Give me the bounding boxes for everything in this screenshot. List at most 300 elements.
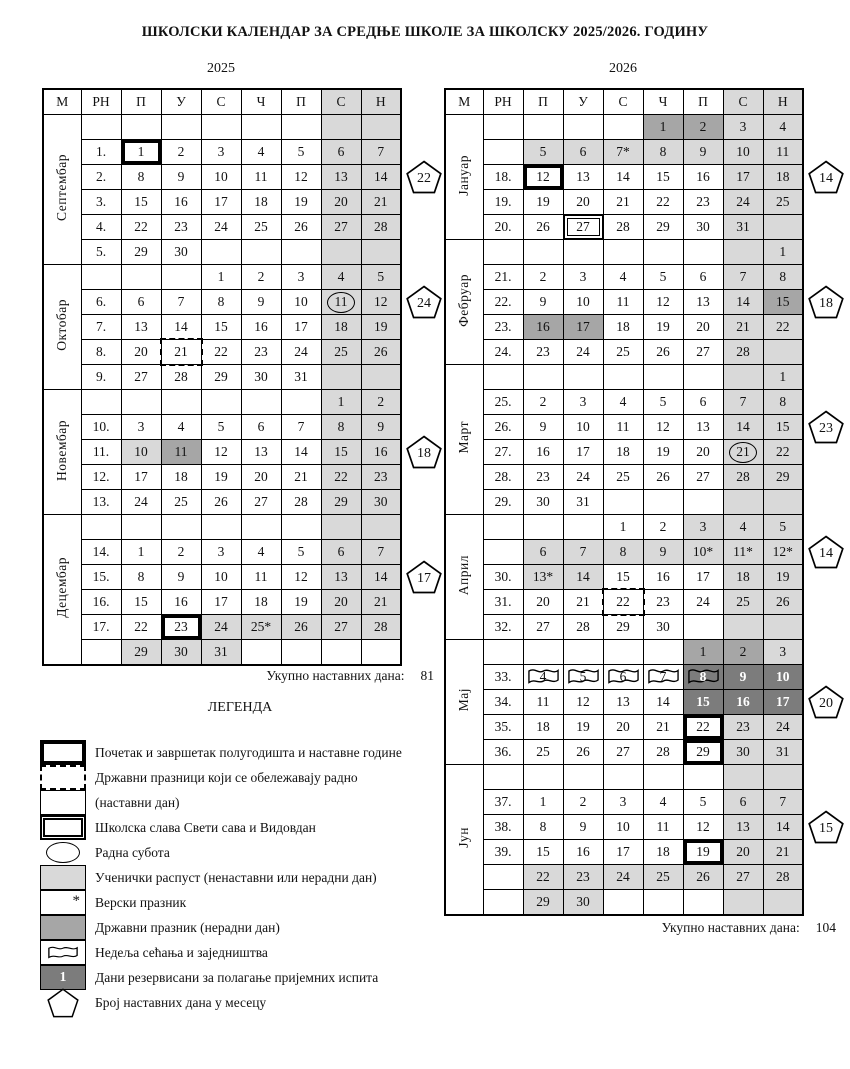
day-cell: 8 <box>643 140 683 165</box>
day-cell: 25 <box>763 190 803 215</box>
day-cell: 6 <box>321 140 361 165</box>
day-cell: 2 <box>241 265 281 290</box>
day-cell: 21 <box>563 590 603 615</box>
empty-cell <box>603 240 643 265</box>
month-label-text: Март <box>456 421 472 454</box>
year-label-2026: 2026 <box>609 61 637 76</box>
day-cell: 16 <box>563 840 603 865</box>
day-cell: 7 <box>281 415 321 440</box>
day-cell: 3 <box>603 790 643 815</box>
day-cell: 17 <box>563 315 603 340</box>
legend-item <box>40 965 460 990</box>
svg-text:18: 18 <box>819 295 833 311</box>
calendar-row <box>445 340 803 365</box>
legend-label: Број наставних дана у месецу <box>95 994 267 1010</box>
day-cell: 23 <box>361 465 401 490</box>
day-cell: 11 <box>523 690 563 715</box>
legend-item <box>40 865 460 890</box>
calendar-row <box>43 615 401 640</box>
calendar-row <box>445 140 803 165</box>
day-cell: 28 <box>643 740 683 765</box>
week-number: 11. <box>81 440 121 465</box>
day-cell: 31 <box>563 490 603 515</box>
column-header: У <box>563 89 603 115</box>
empty-cell <box>241 390 281 415</box>
legend-swatch-dashed-icon <box>40 765 86 790</box>
day-cell: 30 <box>161 240 201 265</box>
day-cell: 30 <box>723 740 763 765</box>
day-cell: 5 <box>361 265 401 290</box>
day-cell: 31 <box>723 215 763 240</box>
calendar-table-2026 <box>444 88 804 916</box>
day-cell: 19 <box>643 315 683 340</box>
day-cell: 22 <box>321 465 361 490</box>
week-number: 19. <box>483 190 523 215</box>
month-label <box>445 115 483 240</box>
empty-cell <box>643 365 683 390</box>
week-number: 21. <box>483 265 523 290</box>
week-number: 12. <box>81 465 121 490</box>
month-label <box>445 515 483 640</box>
week-number: 16. <box>81 590 121 615</box>
week-number: 36. <box>483 740 523 765</box>
day-cell: 28 <box>763 865 803 890</box>
day-cell: 14 <box>723 415 763 440</box>
day-cell: 13 <box>563 165 603 190</box>
day-cell: 27 <box>723 865 763 890</box>
day-cell: 2 <box>523 390 563 415</box>
empty-cell <box>603 490 643 515</box>
week-number <box>483 890 523 916</box>
day-cell <box>563 665 603 690</box>
month-label-text: Октобар <box>54 299 70 351</box>
working-holiday-dashed-box <box>160 338 203 366</box>
month-label <box>43 390 81 515</box>
day-cell: 19 <box>523 190 563 215</box>
day-cell: 30 <box>361 490 401 515</box>
legend-label: Радна субота <box>95 844 170 860</box>
day-cell: 12 <box>563 690 603 715</box>
day-cell: 29 <box>321 490 361 515</box>
day-cell: 5 <box>683 790 723 815</box>
empty-cell <box>121 265 161 290</box>
day-cell: 18 <box>161 465 201 490</box>
day-cell: 18 <box>763 165 803 190</box>
empty-cell <box>361 515 401 540</box>
week-number <box>483 865 523 890</box>
calendar-row <box>445 665 803 690</box>
empty-cell <box>643 765 683 790</box>
week-number <box>81 515 121 540</box>
empty-cell <box>603 640 643 665</box>
day-cell: 1 <box>201 265 241 290</box>
day-cell: 13 <box>723 815 763 840</box>
column-header: РН <box>81 89 121 115</box>
legend-item <box>40 790 460 815</box>
day-cell: 3 <box>563 265 603 290</box>
day-cell: 23 <box>523 340 563 365</box>
teaching-days-count-badge <box>406 560 442 594</box>
calendar-row <box>445 840 803 865</box>
calendar-row <box>445 640 803 665</box>
day-cell: 22 <box>603 590 643 615</box>
day-cell: 3 <box>281 265 321 290</box>
day-cell: 20 <box>563 190 603 215</box>
day-cell: 29 <box>523 890 563 916</box>
day-cell: 29 <box>201 365 241 390</box>
day-cell: 14 <box>643 690 683 715</box>
day-cell: 1 <box>321 390 361 415</box>
legend-label: Школска слава Свети сава и Видовдан <box>95 819 316 835</box>
day-cell: 13 <box>241 440 281 465</box>
svg-text:17: 17 <box>417 570 431 586</box>
column-header: Ч <box>241 89 281 115</box>
day-cell: 30 <box>643 615 683 640</box>
day-cell: 22 <box>121 615 161 640</box>
calendar-row <box>43 640 401 666</box>
day-cell: 6 <box>683 390 723 415</box>
day-cell: 14 <box>361 565 401 590</box>
calendar-row <box>43 390 401 415</box>
calendar-row <box>445 365 803 390</box>
day-cell: 31 <box>763 740 803 765</box>
legend-item <box>40 740 460 765</box>
day-cell: 3 <box>763 640 803 665</box>
day-cell: 20 <box>723 840 763 865</box>
day-cell: 26 <box>683 865 723 890</box>
empty-cell <box>523 115 563 140</box>
column-header: П <box>281 89 321 115</box>
empty-cell <box>723 615 763 640</box>
day-cell: 5 <box>201 415 241 440</box>
day-cell: 11 <box>241 165 281 190</box>
day-cell: 17 <box>281 315 321 340</box>
week-number: 6. <box>81 290 121 315</box>
week-number <box>483 640 523 665</box>
day-cell: 27 <box>683 340 723 365</box>
day-cell: 23 <box>161 215 201 240</box>
day-cell: 27 <box>121 365 161 390</box>
week-number: 31. <box>483 590 523 615</box>
day-cell <box>321 290 361 315</box>
day-cell: 8 <box>603 540 643 565</box>
calendar-row <box>43 365 401 390</box>
calendar-row <box>445 590 803 615</box>
empty-cell <box>523 515 563 540</box>
calendar-row <box>43 215 401 240</box>
week-number: 14. <box>81 540 121 565</box>
day-cell: 7 <box>723 390 763 415</box>
empty-cell <box>643 240 683 265</box>
day-cell: 20 <box>523 590 563 615</box>
day-cell: 12 <box>281 165 321 190</box>
week-number: 38. <box>483 815 523 840</box>
empty-cell <box>161 390 201 415</box>
day-cell: 3 <box>723 115 763 140</box>
empty-cell <box>643 640 683 665</box>
day-cell: 15 <box>763 415 803 440</box>
legend-swatch-double-icon <box>40 815 86 840</box>
day-cell: 14 <box>763 815 803 840</box>
legend-label: Државни празник (нерадни дан) <box>95 919 280 935</box>
svg-text:24: 24 <box>417 295 431 311</box>
empty-cell <box>201 115 241 140</box>
day-cell: 13 <box>683 290 723 315</box>
day-cell: 9 <box>161 565 201 590</box>
day-cell: 17 <box>563 440 603 465</box>
week-number: 20. <box>483 215 523 240</box>
legend-item <box>40 990 460 1015</box>
calendar-row <box>445 815 803 840</box>
day-cell <box>603 665 643 690</box>
day-cell: 4 <box>723 515 763 540</box>
day-cell: 1 <box>763 240 803 265</box>
remembrance-week-flag-icon: 6 <box>607 667 640 687</box>
empty-cell <box>723 890 763 916</box>
day-cell: 16 <box>241 315 281 340</box>
day-cell: 28 <box>161 365 201 390</box>
week-number: 26. <box>483 415 523 440</box>
day-cell: 19 <box>763 565 803 590</box>
calendar-row <box>43 290 401 315</box>
calendar-row <box>445 790 803 815</box>
calendar-row <box>43 115 401 140</box>
month-label-text: Мај <box>456 688 472 712</box>
week-number <box>483 240 523 265</box>
day-cell: 13 <box>683 415 723 440</box>
day-cell: 15 <box>121 590 161 615</box>
legend-swatch-thick-icon <box>40 740 86 765</box>
legend-title: ЛЕГЕНДА <box>207 700 273 715</box>
empty-cell <box>321 240 361 265</box>
week-number: 37. <box>483 790 523 815</box>
teaching-days-count-badge <box>406 285 442 319</box>
day-cell: 15 <box>643 165 683 190</box>
calendar-row <box>445 440 803 465</box>
calendar-table-2025 <box>42 88 402 666</box>
day-cell <box>683 665 723 690</box>
day-cell: 21 <box>643 715 683 740</box>
empty-cell <box>603 115 643 140</box>
day-cell: 9 <box>683 140 723 165</box>
day-cell: 27 <box>683 465 723 490</box>
day-cell: 6 <box>121 290 161 315</box>
day-cell: 21 <box>723 315 763 340</box>
legend-item <box>40 915 460 940</box>
day-cell: 25 <box>603 340 643 365</box>
day-cell: 24 <box>763 715 803 740</box>
legend-item <box>40 815 460 840</box>
day-cell: 28 <box>361 615 401 640</box>
empty-cell <box>361 115 401 140</box>
day-cell: 17 <box>201 590 241 615</box>
day-cell: 8 <box>121 565 161 590</box>
calendar-row <box>445 490 803 515</box>
day-cell: 23 <box>241 340 281 365</box>
week-number: 30. <box>483 565 523 590</box>
calendar-row <box>445 565 803 590</box>
day-cell: 1 <box>523 790 563 815</box>
day-cell: 29 <box>121 640 161 666</box>
week-number: 13. <box>81 490 121 515</box>
day-cell: 26 <box>563 740 603 765</box>
week-number: 17. <box>81 615 121 640</box>
day-cell: 8 <box>523 815 563 840</box>
teaching-days-count-badge <box>808 160 844 194</box>
remembrance-week-flag-icon: 5 <box>567 667 600 687</box>
calendar-row <box>43 490 401 515</box>
day-cell: 27 <box>241 490 281 515</box>
day-cell: 20 <box>321 590 361 615</box>
calendar-row <box>445 240 803 265</box>
day-cell: 9 <box>723 665 763 690</box>
page-title: ШКОЛСКИ КАЛЕНДАР ЗА СРЕДЊЕ ШКОЛЕ ЗА ШКОЛСКУ 2025/2026. ГОДИНУ <box>141 24 709 40</box>
day-cell: 10 <box>563 290 603 315</box>
week-number: 15. <box>81 565 121 590</box>
empty-cell <box>763 340 803 365</box>
day-cell: 26 <box>281 215 321 240</box>
day-cell: 25 <box>603 465 643 490</box>
total-value: 104 <box>815 920 836 935</box>
legend-item <box>40 765 460 790</box>
week-number <box>81 115 121 140</box>
calendar-row <box>43 465 401 490</box>
day-cell: 10* <box>683 540 723 565</box>
day-cell: 26 <box>361 340 401 365</box>
day-cell: 3 <box>683 515 723 540</box>
day-cell: 6 <box>241 415 281 440</box>
empty-cell <box>121 515 161 540</box>
column-header: П <box>523 89 563 115</box>
working-saturday-circle: 21 <box>729 442 757 463</box>
week-number: 2. <box>81 165 121 190</box>
calendar-row <box>445 765 803 790</box>
day-cell: 4 <box>603 265 643 290</box>
day-cell: 17 <box>723 165 763 190</box>
day-cell: 18 <box>603 440 643 465</box>
calendar-row <box>445 715 803 740</box>
day-cell: 26 <box>201 490 241 515</box>
day-cell: 29 <box>121 240 161 265</box>
day-cell: 4 <box>241 540 281 565</box>
day-cell: 11 <box>603 415 643 440</box>
week-number <box>483 540 523 565</box>
day-cell: 23 <box>723 715 763 740</box>
day-cell: 9 <box>361 415 401 440</box>
svg-text:22: 22 <box>417 170 431 186</box>
empty-cell <box>121 115 161 140</box>
day-cell: 18 <box>241 190 281 215</box>
calendar-row <box>43 240 401 265</box>
total-value: 81 <box>420 668 434 683</box>
empty-cell <box>563 765 603 790</box>
day-cell: 1 <box>121 140 161 165</box>
day-cell: 9 <box>563 815 603 840</box>
day-cell: 20 <box>321 190 361 215</box>
empty-cell <box>683 890 723 916</box>
day-cell: 10 <box>281 290 321 315</box>
column-header: П <box>121 89 161 115</box>
teaching-days-count-badge <box>406 160 442 194</box>
calendar-row <box>43 165 401 190</box>
empty-cell <box>603 890 643 916</box>
empty-cell <box>361 365 401 390</box>
column-header: Н <box>361 89 401 115</box>
total-teaching-days-2026 <box>444 920 836 936</box>
calendar-row <box>445 740 803 765</box>
svg-text:14: 14 <box>819 170 833 186</box>
empty-cell <box>723 490 763 515</box>
day-cell: 7 <box>161 290 201 315</box>
calendar-row <box>43 315 401 340</box>
day-cell: 20 <box>241 465 281 490</box>
day-cell: 19 <box>281 190 321 215</box>
day-cell: 25 <box>723 590 763 615</box>
empty-cell <box>683 365 723 390</box>
legend <box>40 700 460 1015</box>
day-cell: 21 <box>161 340 201 365</box>
calendar-row <box>445 115 803 140</box>
column-header: Н <box>763 89 803 115</box>
day-cell: 24 <box>201 615 241 640</box>
calendar-2025-wrap <box>42 88 446 666</box>
day-cell: 8 <box>763 390 803 415</box>
calendar-row <box>445 465 803 490</box>
empty-cell <box>603 365 643 390</box>
day-cell: 3 <box>201 140 241 165</box>
day-cell: 28 <box>723 465 763 490</box>
day-cell: 4 <box>603 390 643 415</box>
week-number: 25. <box>483 390 523 415</box>
calendar-row <box>445 415 803 440</box>
day-cell: 5 <box>763 515 803 540</box>
day-cell: 14 <box>603 165 643 190</box>
empty-cell <box>563 640 603 665</box>
empty-cell <box>763 615 803 640</box>
calendar-row <box>445 890 803 916</box>
day-cell: 10 <box>201 165 241 190</box>
day-cell: 14 <box>281 440 321 465</box>
column-header: С <box>201 89 241 115</box>
teaching-days-count-badge <box>808 285 844 319</box>
calendar-row <box>43 565 401 590</box>
month-label-text: Април <box>456 554 472 596</box>
calendar-row <box>43 540 401 565</box>
calendar-row <box>43 440 401 465</box>
week-number <box>81 390 121 415</box>
month-label <box>43 115 81 265</box>
remembrance-week-flag-icon: 8 <box>687 667 720 687</box>
day-cell: 21 <box>361 590 401 615</box>
day-cell: 16 <box>361 440 401 465</box>
day-cell: 24 <box>121 490 161 515</box>
calendar-2026-wrap <box>444 88 848 916</box>
week-number <box>483 115 523 140</box>
day-cell: 9 <box>523 290 563 315</box>
day-cell: 4 <box>763 115 803 140</box>
day-cell: 12 <box>643 415 683 440</box>
year-label-2025: 2025 <box>207 61 235 76</box>
legend-item <box>40 940 460 965</box>
day-cell: 10 <box>603 815 643 840</box>
day-cell: 2 <box>723 640 763 665</box>
day-cell: 4 <box>321 265 361 290</box>
day-cell: 25* <box>241 615 281 640</box>
day-cell: 18 <box>603 315 643 340</box>
day-cell: 7 <box>563 540 603 565</box>
teaching-days-count-badge <box>808 685 844 719</box>
day-cell: 28 <box>723 340 763 365</box>
